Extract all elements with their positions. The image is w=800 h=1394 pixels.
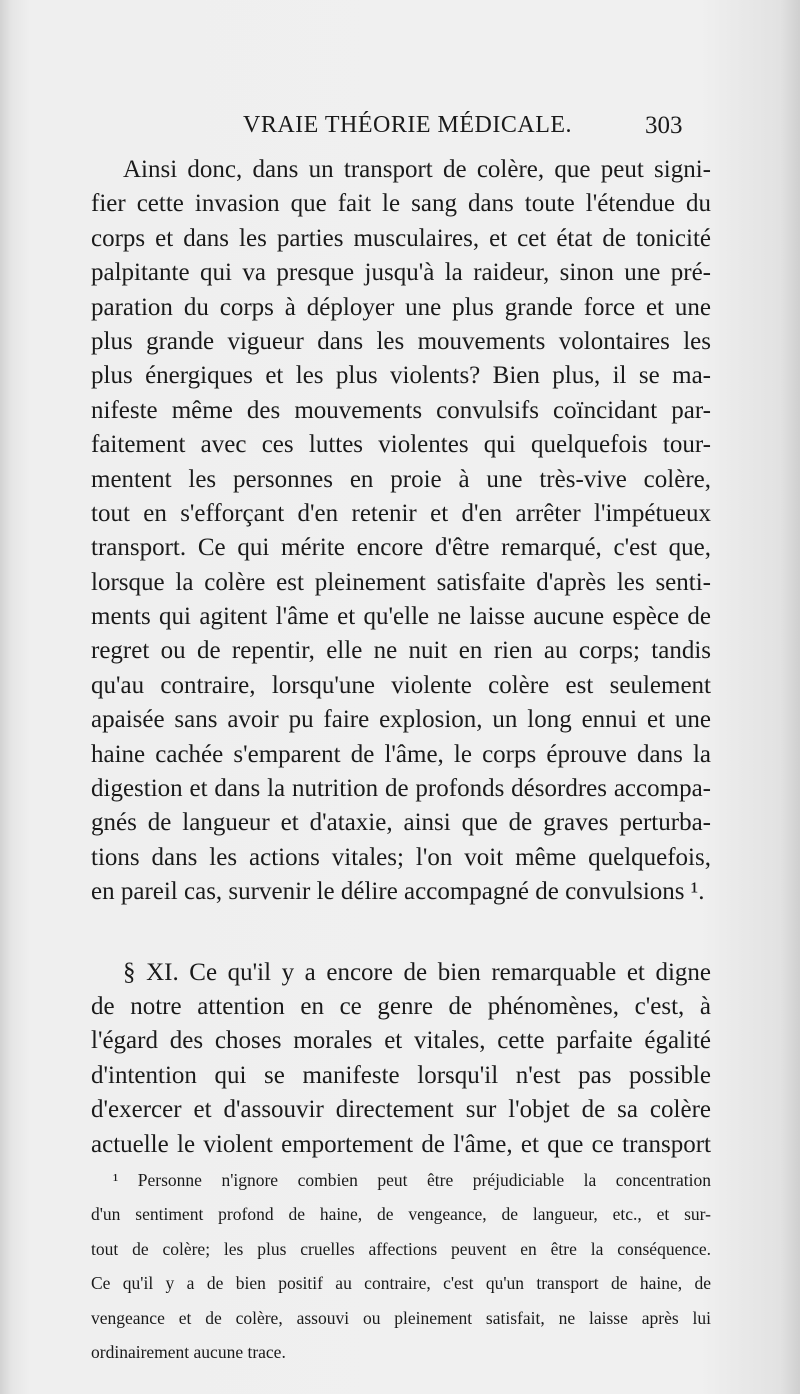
main-text xyxy=(91,153,711,1162)
text-line: qu'au contraire, lorsqu'une violente colère est seulement xyxy=(91,671,711,699)
text-line: lorsque la colère est pleinement satisfaite d'après les senti- xyxy=(91,568,711,596)
text-line: plus énergiques et les plus violents? Bien plus, il se ma- xyxy=(91,362,711,390)
text-line: nifeste même des mouvements convulsifs coïncidant par- xyxy=(91,396,711,424)
text-line: mentent les personnes en proie à une très-vive colère, xyxy=(91,465,711,493)
footnote-line: ordinairement aucune trace. xyxy=(91,1341,286,1362)
text-line: corps et dans les parties musculaires, et cet état de tonicité xyxy=(91,224,711,252)
text-line: de notre attention en ce genre de phénomènes, c'est, à xyxy=(91,992,711,1020)
text-line: fier cette invasion que fait le sang dans toute l'étendue du xyxy=(91,190,711,218)
text-line: transport. Ce qui mérite encore d'être remarqué, c'est que, xyxy=(91,534,711,562)
text-line: l'égard des choses morales et vitales, cette parfaite égalité xyxy=(91,1027,711,1055)
text-line: plus grande vigueur dans les mouvements volontaires les xyxy=(91,327,711,355)
page-number: 303 xyxy=(645,112,683,139)
text-line: faitement avec ces luttes violentes qui quelquefois tour- xyxy=(91,431,711,459)
paragraph-1 xyxy=(91,153,711,910)
text-line: § XI. Ce qu'il y a encore de bien remarquable et digne xyxy=(123,958,711,986)
running-title: VRAIE THÉORIE MÉDICALE. xyxy=(243,112,573,138)
text-line: gnés de langueur et d'ataxie, ainsi que de graves perturba- xyxy=(91,809,711,837)
section-gap xyxy=(91,910,711,956)
text-line: ments qui agitent l'âme et qu'elle ne laisse aucune espèce de xyxy=(91,603,711,631)
page-header xyxy=(0,112,800,146)
footnotes xyxy=(91,1168,711,1374)
text-line: d'exercer et d'assouvir directement sur l'objet de sa colère xyxy=(91,1096,711,1124)
text-line: Ainsi donc, dans un transport de colère, que peut signi- xyxy=(123,156,711,183)
text-line: tout en s'efforçant d'en retenir et d'en arrêter l'impétueux xyxy=(91,499,711,527)
text-line: tions dans les actions vitales; l'on voit même quelquefois, xyxy=(91,843,711,871)
text-line: en pareil cas, survenir le délire accompagné de convulsions ¹. xyxy=(91,878,705,906)
footnote-line: d'un sentiment profond de haine, de vengeance, de langueur, etc., et sur- xyxy=(91,1204,711,1225)
text-line: regret ou de repentir, elle ne nuit en rien au corps; tandis xyxy=(91,637,711,665)
text-line: palpitante qui va presque jusqu'à la raideur, sinon une pré- xyxy=(91,259,711,287)
text-line: paration du corps à déployer une plus grande force et une xyxy=(91,293,711,321)
text-line: apaisée sans avoir pu faire explosion, un long ennui et une xyxy=(91,706,711,734)
footnote-line: vengeance et de colère, assouvi ou pleinement satisfait, ne laisse après lui xyxy=(91,1307,711,1328)
paragraph-section-xi xyxy=(91,956,711,1162)
text-line: d'intention qui se manifeste lorsqu'il n'est pas possible xyxy=(91,1061,711,1089)
footnote-line: ¹ Personne n'ignore combien peut être préjudiciable la concentration xyxy=(113,1170,711,1190)
text-line: actuelle le violent emportement de l'âme, et que ce transport xyxy=(91,1130,711,1158)
text-line: haine cachée s'emparent de l'âme, le corps éprouve dans la xyxy=(91,740,711,768)
text-line: digestion et dans la nutrition de profonds désordres accompa- xyxy=(91,775,711,803)
footnote-line: Ce qu'il y a de bien positif au contraire, c'est qu'un transport de haine, de xyxy=(91,1273,711,1294)
footnote-line: tout de colère; les plus cruelles affections peuvent en être la conséquence. xyxy=(91,1238,711,1259)
